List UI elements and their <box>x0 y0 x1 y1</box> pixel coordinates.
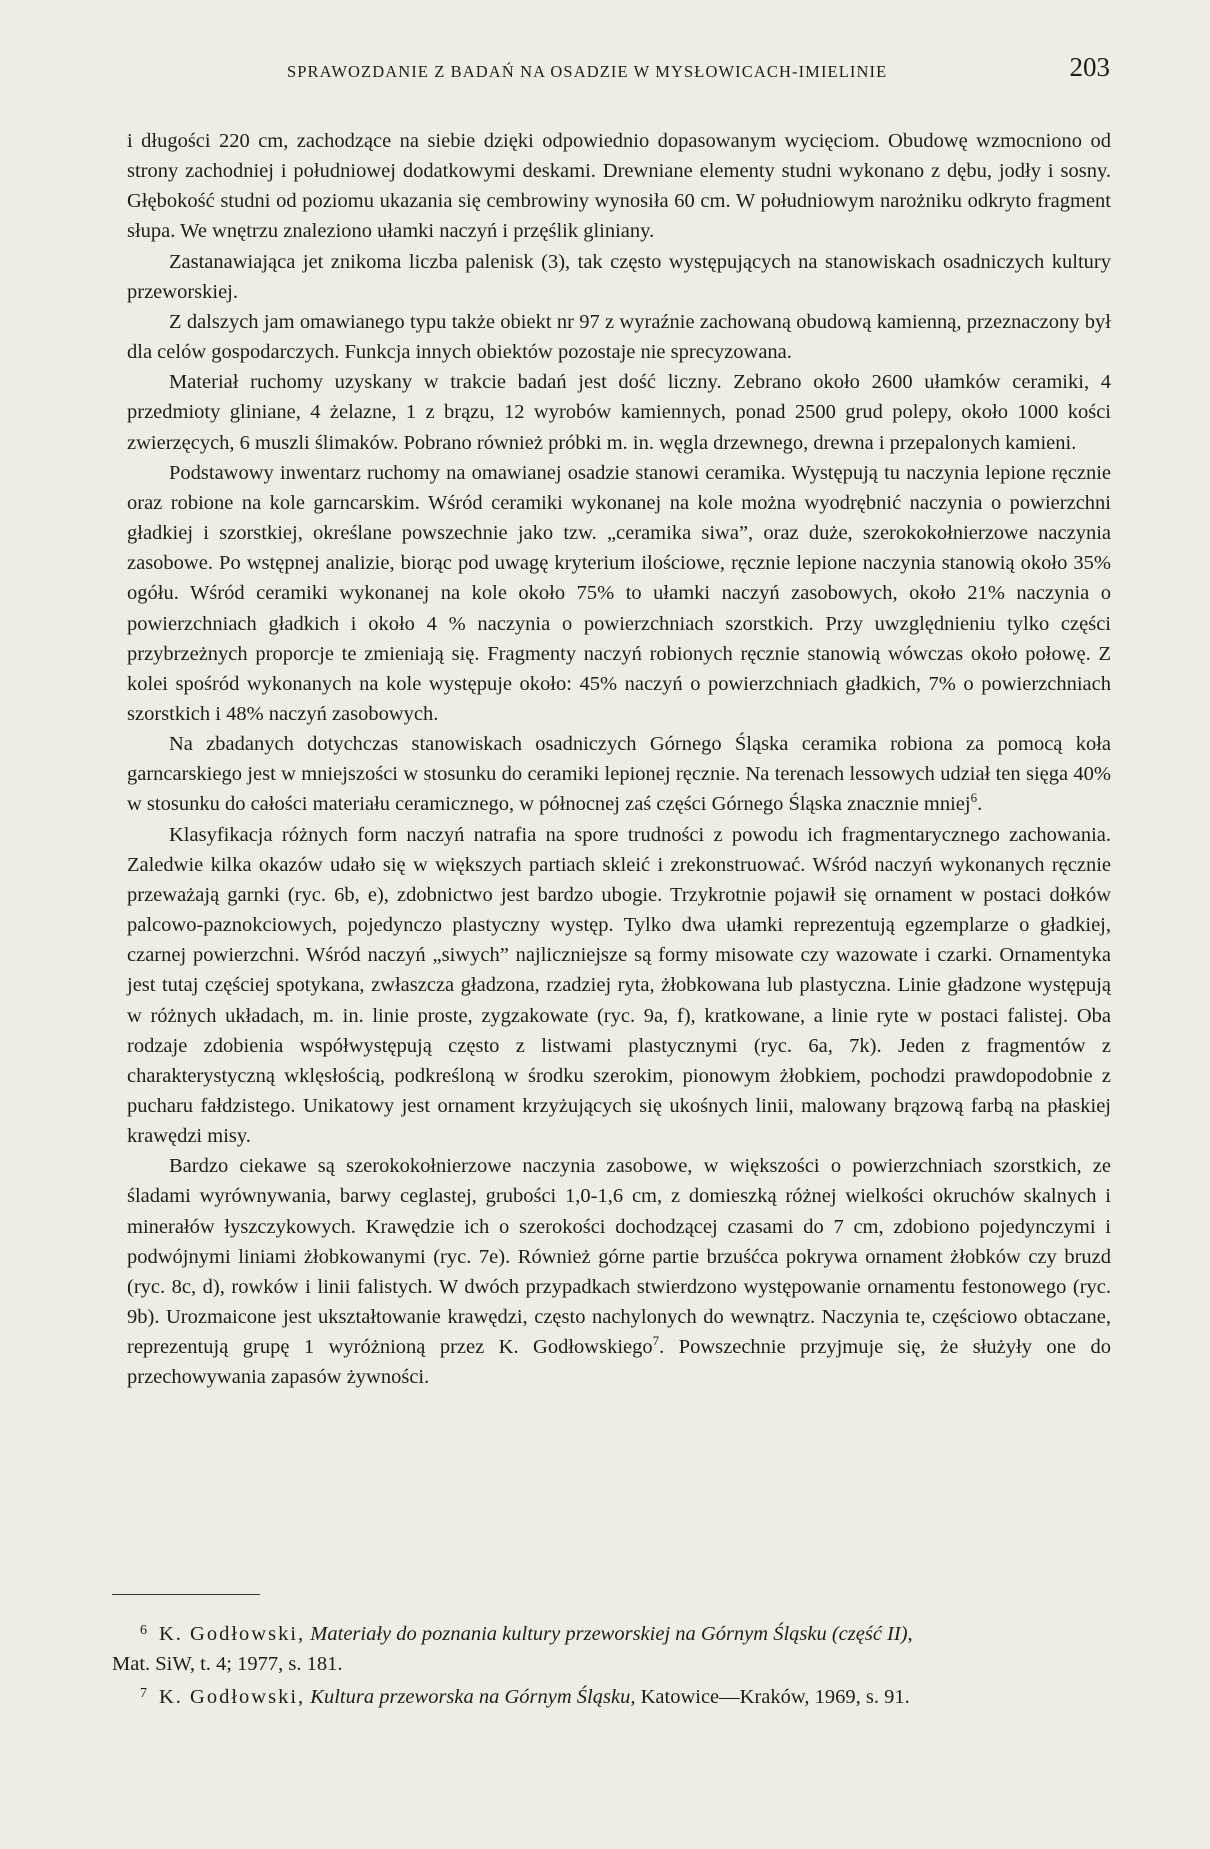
footnote-number: 6 <box>140 1623 147 1638</box>
paragraph: Zastanawiająca jet znikoma liczba palenisk (3), tak często występujących na stanowiskach osadniczych kultury przeworskiej. <box>127 250 1111 303</box>
footnote-divider <box>112 1594 260 1595</box>
footnote <box>140 1679 1115 1712</box>
footnotes <box>112 1616 1115 1712</box>
paragraph: Podstawowy inwentarz ruchomy na omawianej osadzie stanowi ceramika. Występują tu naczynia lepione ręcznie oraz robione na kole garncarskim. Wśród ceramiki wykonanej na kole można wyodrębnić naczynia o powierzchni gładkiej i szorstkiej, określane powszechnie jako tzw. „ceramika siwa”, oraz duże, szerokokołnierzowe naczynia zasobowe. Po wstępnej analizie, biorąc pod uwagę kryterium ilościowe, ręcznie lepione naczynia stanowią około 35% ogółu. Wśród ceramiki wykonanej na kole około 75% to ułamki naczyń zasobowych, około 21% naczynia o powierzchniach gładkich i około 4 % naczynia o powierzchniach szorstkich. Przy uwzględnieniu tylko części przybrzeżnych proporcje te zmieniają się. Fragmenty naczyń robionych ręcznie stanowią wówczas około połowę. Z kolei spośród wykonanych na kole występuje około: 45% naczyń o powierzchniach gładkich, 7% o powierzchniach szorstkich i 48% naczyń zasobowych. <box>127 461 1111 725</box>
paragraph: Z dalszych jam omawianego typu także obiekt nr 97 z wyraźnie zachowaną obudową kamienną, przeznaczony był dla celów gospodarczych. Funkcja innych obiektów pozostaje nie sprecyzowana. <box>127 310 1111 364</box>
paragraph: Na zbadanych dotychczas stanowiskach osadniczych Górnego Śląska ceramika robiona za pomocą koła garncarskiego jest w mniejszości w stosunku do ceramiki lepionej ręcznie. Na terenach lessowych udział ten sięga 40% w stosunku do całości materiału ceramicznego, w północnej zaś części Górnego Śląska znacznie mniej$^6$. <box>127 733 1111 816</box>
footnote-ref[interactable]: 7 <box>652 1333 660 1349</box>
footnote-author: K. Godłowski, <box>159 1686 306 1708</box>
running-head: SPRAWOZDANIE Z BADAŃ NA OSADZIE W MYSŁOWICACH-IMIELINIE <box>287 62 888 81</box>
page-number: 203 <box>1069 52 1110 82</box>
footnote-rest: Katowice—Kraków, 1969, s. 91. <box>640 1686 910 1708</box>
footnote-title: Kultura przeworska na Górnym Śląsku, <box>310 1686 636 1708</box>
paragraph: i długości 220 cm, zachodzące na siebie dzięki odpowiednio dopasowanym wycięciom. Obudowę wzmocniono od strony zachodniej i południowej dodatkowymi deskami. Drewniane elementy studni wykonano z dębu, jodły i sosny. Głębokość studni od poziomu ukazania się cembrowiny wynosiła 60 cm. W południowym narożniku odkryto fragment słupa. We wnętrzu znaleziono ułamki naczyń i przęślik gliniany. <box>127 130 1111 243</box>
paragraph: Bardzo ciekawe są szerokokołnierzowe naczynia zasobowe, w większości o powierzchniach szorstkich, ze śladami wyrównywania, barwy ceglastej, grubości 1,0-1,6 cm, z domieszką różnej wielkości okruchów skalnych i minerałów łyszczykowych. Krawędzie ich o szerokości dochodzącej czasami do 7 cm, zdobiono pojedynczymi i podwójnymi liniami żłobkowanymi (ryc. 7e). Również górne partie brzuśćca pokrywa ornament żłobków czy bruzd (ryc. 8c, d), rowków i linii falistych. W dwóch przypadkach stwierdzono występowanie ornamentu festonowego (ryc. 9b). Urozmaicone jest ukształtowanie krawędzi, często nachylonych do wewnątrz. Naczynia te, częściowo obtaczane, reprezentują grupę 1 wyróżnioną przez K. Godłowskiego$^7$. Powszechnie przyjmuje się, że służyły one do przechowywania zapasów żywności. <box>127 1155 1111 1389</box>
footnote-rest: Mat. SiW, t. 4; 1977, s. 181. <box>112 1653 343 1675</box>
footnote <box>112 1616 1115 1679</box>
page-header <box>112 52 1110 92</box>
paragraph: Materiał ruchomy uzyskany w trakcie badań jest dość liczny. Zebrano około 2600 ułamków ceramiki, 4 przedmioty gliniane, 4 żelazne, 1 z brązu, 12 wyrobów kamiennych, ponad 2500 grud polepy, około 1000 kości zwierzęcych, 6 muszli ślimaków. Pobrano również próbki m. in. węgla drzewnego, drewna i przepalonych kamieni. <box>127 371 1111 454</box>
paragraph: Klasyfikacja różnych form naczyń natrafia na spore trudności z powodu ich fragmentarycznego zachowania. Zaledwie kilka okazów udało się w większych partiach skleić i zrekonstruować. Wśród naczyń wykonanych ręcznie przeważają garnki (ryc. 6b, e), zdobnictwo jest bardzo ubogie. Trzykrotnie pojawił się ornament w postaci dołków palcowo-paznokciowych, pojedynczo plastyczny występ. Tylko dwa ułamki reprezentują egzemplarze o gładkiej, czarnej powierzchni. Wśród naczyń „siwych” najliczniejsze są formy misowate czy wazowate i czarki. Ornamentyka jest tutaj częściej spotykana, zwłaszcza gładzona, rzadziej ryta, żłobkowana lub plastyczna. Linie gładzone występują w różnych układach, m. in. linie proste, zygzakowate (ryc. 9a, f), kratkowane, a linie ryte w postaci falistej. Oba rodzaje zdobienia współwystępują często z listwami plastycznymi (ryc. 6a, 7k). Jeden z fragmentów z charakterystyczną wklęsłością, podkreśloną w środku szerokim, pionowym żłobkiem, pochodzi prawdopodobnie z pucharu fałdzistego. Unikatowy jest ornament krzyżujących się ukośnych linii, malowany brązową farbą na płaskiej krawędzi misy. <box>127 823 1111 1148</box>
footnote-ref[interactable]: 6 <box>970 790 978 806</box>
footnote-title: Materiały do poznania kultury przeworskiej na Górnym Śląsku (część II), <box>310 1623 913 1645</box>
body-text <box>127 126 1111 1393</box>
footnote-author: K. Godłowski, <box>159 1623 306 1645</box>
footnote-number: 7 <box>140 1686 147 1701</box>
